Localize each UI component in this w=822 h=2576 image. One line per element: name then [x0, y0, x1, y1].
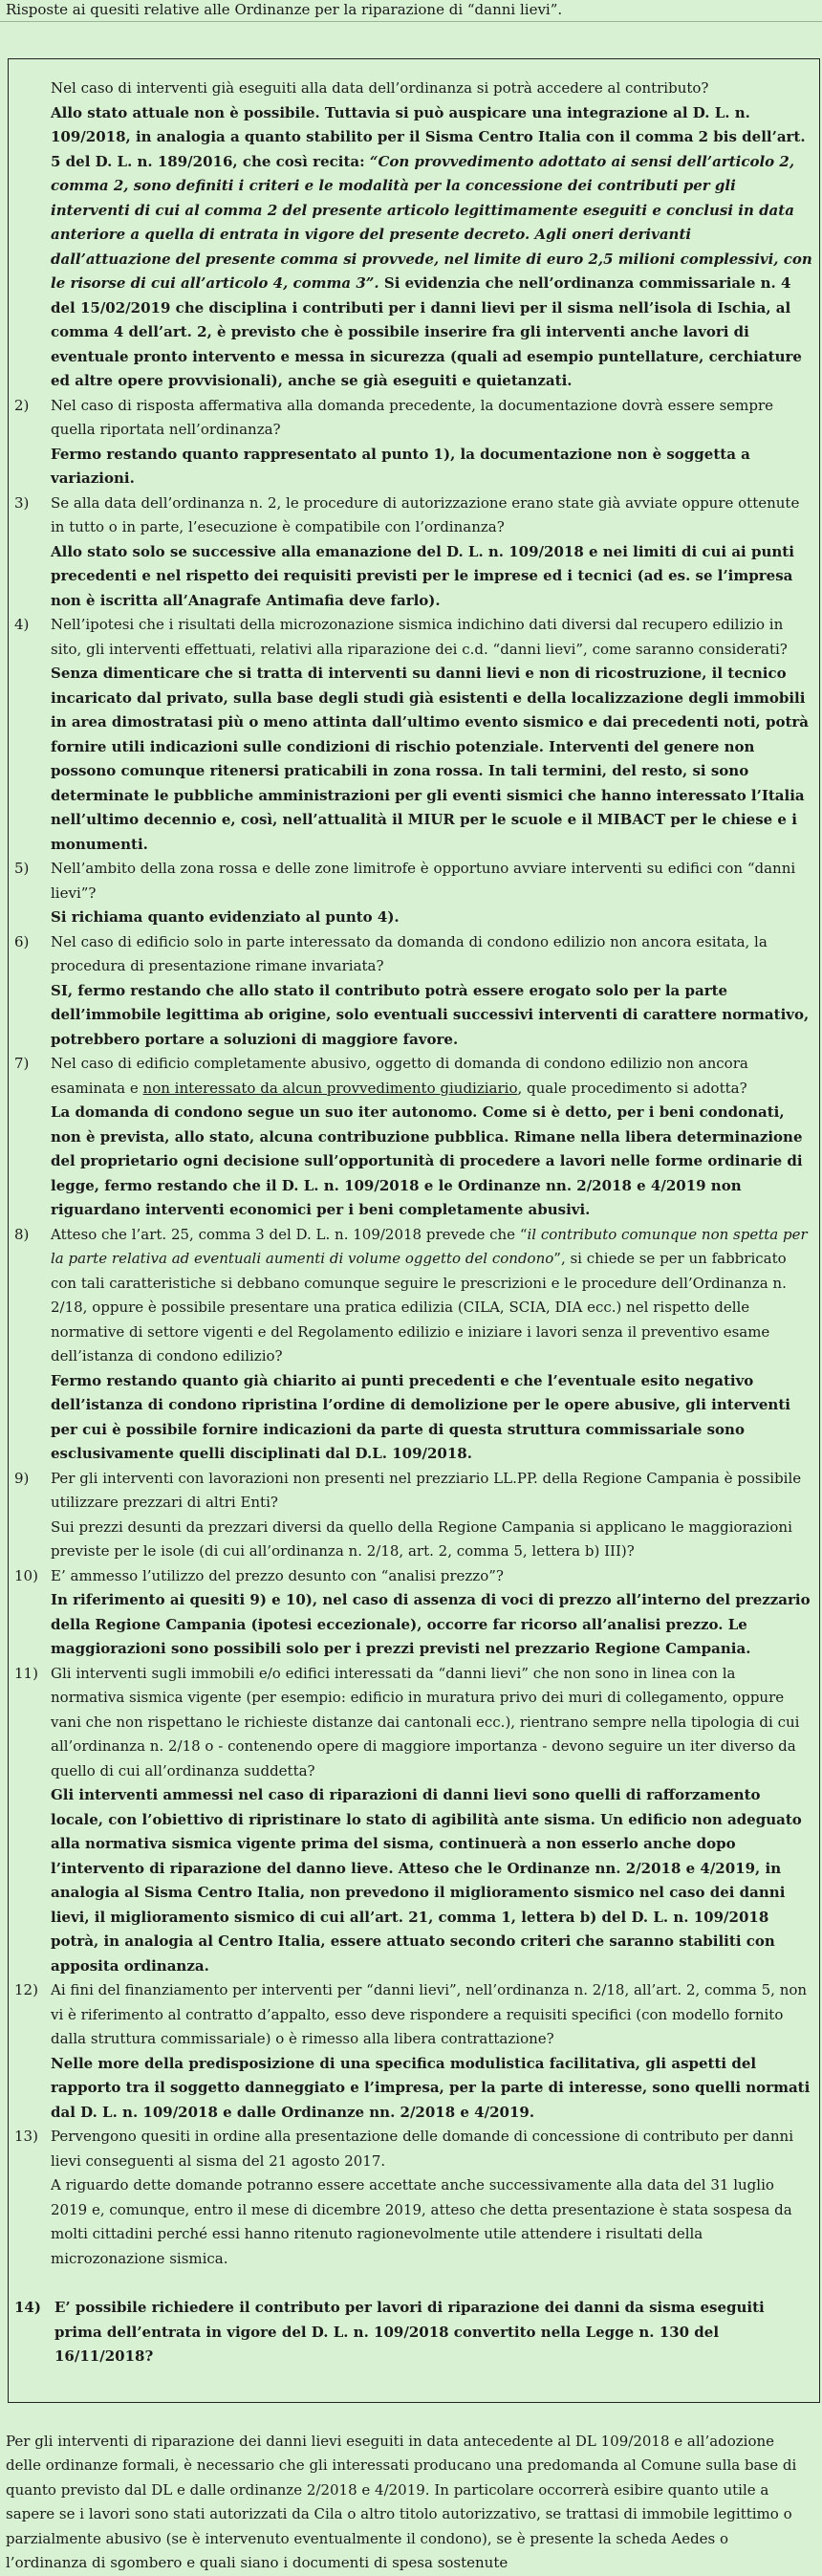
answer-text [51, 101, 813, 394]
question-text: Ai fini del finanziamento per interventi per “danni lievi”, nell’ordinanza n. 2/18, all’art. 2, comma 5, non vi è riferimento al contratto d’appalto, esso deve rispondere a requisiti specifici (con modello fornito dalla struttura commissariale) o è rimesso alla libera contrattazione? [51, 1981, 808, 2047]
question-text: Gli interventi sugli immobili e/o edifici interessati da “danni lievi” che non sono in linea con la normativa sismica vigente (per esempio: edificio in muratura privo dei muri di collegamento, oppure vani che non rispettano le richieste distanze dai cantonali ecc.), rientrano sempre nella tipologia di cui all’ordinanza n. 2/18 o - contenendo opere di maggiore importanza - devono seguire un iter diverso da quello di cui all’ordinanza suddetta? [51, 1664, 800, 1779]
answer-text: Gli interventi ammessi nel caso di riparazioni di danni lievi sono quelli di rafforzamento locale, con l’obiettivo di ripristinare lo stato di agibilità ante sisma. Un edificio non adeguato alla normativa sismica vigente prima del sisma, continuerà a non esserlo anche dopo l’intervento di riparazione del danno lieve. Atteso che le Ordinanze nn. 2/2018 e 4/2019, in analogia al Sisma Centro Italia, non prevedono il miglioramento sismico nel caso dei danni lievi, il miglioramento sismico di cui all’art. 21, comma 1, lettera b) del D. L. n. 109/2018 potrà, in analogia al Centro Italia, essere attuato secondo criteri che saranno stabiliti con apposita ordinanza. [51, 1786, 802, 1975]
item-body [51, 394, 813, 491]
item-number: 4) [14, 616, 30, 633]
item-number: 6) [14, 932, 30, 950]
faq-item-14 [14, 2296, 813, 2369]
item-body [51, 1467, 813, 1564]
question-text: Per gli interventi con lavorazioni non presenti nel prezziario LL.PP. della Regione Campania è possibile utilizzare prezzari di altri Enti? [51, 1469, 802, 1511]
answer-text: A riguardo dette domande potranno essere accettate anche successivamente alla data del 31 luglio 2019 e, comunque, entro il mese di dicembre 2019, atteso che detta presentazione è stata sospesa da molti cittadini perché essi hanno ritenuto ragionevolmente utile attendere i risultati della microzonazione sismica. [51, 2176, 792, 2267]
item-number: 9) [14, 1469, 30, 1487]
answer-part: Allo stato attuale non è possibile. Tuttavia si può auspicare una integrazione al D. L. n. 109/2018, in analogia a quanto stabilito per il Sisma Centro Italia con il comma 2 bis dell’art. 5 del D. L. n. 189/2016, che così recita: [51, 103, 806, 170]
item-number: 8) [14, 1225, 30, 1243]
faq-item-1 [51, 76, 813, 394]
question-text [51, 1223, 813, 1369]
item-number: 13) [14, 2128, 38, 2145]
answer-quote: “Con provvedimento adottato ai sensi dell’articolo 2, comma 2, sono definiti i criteri e le modalità per la concessione dei contributi per gli interventi di cui al comma 2 del presente articolo legittimamente eseguiti e conclusi in data anteriore a quella di entrata in vigore del presente decreto. Agli oneri derivanti dall’attuazione del presente comma si provvede, nel limite di euro 2,5 milioni complessivi, con le risorse di cui all’articolo 4, comma 3”. [51, 152, 812, 292]
question-text: Se alla data dell’ordinanza n. 2, le procedure di autorizzazione erano state già avviate oppure ottenute in tutto o in parte, l’esecuzione è compatibile con l’ordinanza? [51, 493, 800, 535]
question-part: Nel caso di edificio completamente abusivo, oggetto di domanda di condono edilizio non ancora esaminata e [51, 1055, 748, 1097]
faq-item-8 [14, 1223, 813, 1467]
item-body [51, 930, 813, 1053]
item-body [51, 1662, 813, 1979]
answer-text: In riferimento ai quesiti 9) e 10), nel caso di assenza di voci di prezzo all’interno del prezzario della Regione Campania (ipotesi eccezionale), occorre far ricorso all’analisi prezzo. Le maggiorazioni sono possibili solo per i prezzi previsti nel prezzario Regione Campania. [51, 1591, 811, 1657]
question-text: E’ possibile richiedere il contributo per lavori di riparazione dei danni da sisma eseguiti prima dell’entrata in vigore del D. L. n. 109/2018 convertito nella Legge n. 130 del 16/11/2018? [54, 2299, 765, 2365]
question-text [51, 1052, 813, 1101]
item-body [51, 1223, 813, 1467]
faq-item-9 [14, 1467, 813, 1564]
answer-text: Si richiama quanto evidenziato al punto 4). [51, 908, 400, 926]
answer-text: Sui prezzi desunti da prezzari diversi da quello della Regione Campania si applicano le maggiorazioni previste per le isole (di cui all’ordinanza n. 2/18, art. 2, comma 5, lettera b) III)? [51, 1517, 792, 1560]
faq-item-12 [14, 1978, 813, 2125]
question-part: Atteso che l’art. 25, comma 3 del D. L. n. 109/2018 prevede che “ [51, 1225, 528, 1243]
faq-item-6 [14, 930, 813, 1053]
item-number: 12) [14, 1981, 38, 1998]
question-text: Nell’ipotesi che i risultati della microzonazione sismica indichino dati diversi dal recupero edilizio in sito, gli interventi effettuati, relativi alla riparazione dei c.d. “danni lievi”, come saranno considerati? [51, 616, 788, 658]
question-text: E’ ammesso l’utilizzo del prezzo desunto con “analisi prezzo”? [51, 1566, 504, 1584]
item-number: 5) [14, 860, 30, 877]
question-part: , quale procedimento si adotta? [517, 1079, 747, 1097]
item-body [51, 613, 813, 857]
item-body [51, 857, 813, 930]
question-text: Nell’ambito della zona rossa e delle zone limitrofe è opportuno avviare interventi su edifici con “danni lievi”? [51, 860, 796, 902]
item-number: 10) [14, 1566, 38, 1584]
item-number: 7) [14, 1055, 30, 1072]
question-text: Nel caso di risposta affermativa alla domanda precedente, la documentazione dovrà essere sempre quella riportata nell’ordinanza? [51, 396, 774, 438]
item-number: 2) [14, 396, 30, 414]
faq-item-4 [14, 613, 813, 857]
faq-item-3 [14, 491, 813, 614]
faq-item-7 [14, 1052, 813, 1223]
faq-item-11 [14, 1662, 813, 1979]
item-body [51, 1978, 813, 2125]
question-text: Nel caso di interventi già eseguiti alla data dell’ordinanza si potrà accedere al contributo? [51, 79, 709, 97]
answer-text: Nelle more della predisposizione di una specifica modulistica facilitativa, gli aspetti del rapporto tra il soggetto danneggiato e l’impresa, per la parte di interesse, sono quelli normati dal D. L. n. 109/2018 e dalle Ordinanze nn. 2/2018 e 4/2019. [51, 2054, 811, 2121]
faq-item-2 [14, 394, 813, 491]
question-text: Nel caso di edificio solo in parte interessato da domanda di condono edilizio non ancora esitata, la procedura di presentazione rimane invariata? [51, 932, 768, 974]
answer-text: La domanda di condono segue un suo iter autonomo. Come si è detto, per i beni condonati, non è prevista, allo stato, alcuna contribuzione pubblica. Rimane nella libera determinazione del proprietario ogni decisione sull’opportunità di procedere a lavori nelle forme ordinarie di legge, fermo restando che il D. L. n. 109/2018 e le Ordinanze nn. 2/2018 e 4/2019 non riguardano interventi economici per i beni completamente abusivi. [51, 1103, 803, 1218]
answer-text: Allo stato solo se successive alla emanazione del D. L. n. 109/2018 e nei limiti di cui ai punti precedenti e nel rispetto dei requisiti previsti per le imprese ed i tecnici (ad es. se l’impresa non è iscritta all’Anagrafe Antimafia deve farlo). [51, 542, 794, 609]
item-body [51, 2125, 813, 2271]
faq-list [14, 394, 813, 2272]
faq-item-13 [14, 2125, 813, 2271]
answer-text: Senza dimenticare che si tratta di interventi su danni lievi e non di ricostruzione, il tecnico incaricato dal privato, sulla base degli studi già esistenti e della localizzazione degli immobili in area dimostratasi più o meno attinta dall’ultimo evento sismico e dai precedenti noti, potrà fornire utili indicazioni sulle condizioni di rischio potenziale. Interventi del genere non possono comunque ritenersi praticabili in zona rossa. In tali termini, del resto, si sono determinate le pubbliche amministrazioni per gli eventi sismici che hanno interessato l’Italia nell’ultimo decennio e, così, nell’attualità il MIUR per le scuole e il MIBACT per le chiese e i monumenti. [51, 665, 810, 853]
item-number: 3) [14, 493, 30, 512]
document-body [0, 22, 822, 2576]
faq-item-10 [14, 1564, 813, 1662]
item-number: 11) [14, 1664, 38, 1682]
item-number: 14) [14, 2299, 41, 2316]
item-body [51, 1564, 813, 1662]
faq-item-5 [14, 857, 813, 930]
question-part: ”, si chiede se per un fabbricato con tali caratteristiche si debbano comunque seguire le prescrizioni e le procedure dell’Ordinanza n. 2/18, oppure è possibile presentare una pratica edilizia (CILA, SCIA, DIA ecc.) nel rispetto delle normative di settore vigenti e del Regolamento edilizio e iniziare i lavori senza il preventivo esame dell’istanza di condono edilizio? [51, 1250, 787, 1364]
question-underlined: non interessato da alcun provvedimento giudiziario [142, 1079, 518, 1097]
question-text: Pervengono quesiti in ordine alla presentazione delle domande di concessione di contributo per danni lievi conseguenti al sisma del 21 agosto 2017. [51, 2128, 793, 2170]
answer-text: Fermo restando quanto già chiarito ai punti precedenti e che l’eventuale esito negativo dell’istanza di condono ripristina l’ordine di demolizione per le opere abusive, gli interventi per cui è possibile fornire indicazioni da parte di questa struttura commissariale sono esclusivamente quelli disciplinati dal D.L. 109/2018. [51, 1371, 790, 1462]
answer-part: Si evidenzia che nell’ordinanza commissariale n. 4 del 15/02/2019 che disciplina i contributi per i danni lievi per il sisma nell’isola di Ischia, al comma 4 dell’art. 2, è previsto che è possibile inserire fra gli interventi anche lavori di eventuale pronto intervento e messa in sicurezza (quali ad esempio puntellature, cerchiature ed altre opere provvisionali), anche se già eseguiti e quietanzati. [51, 274, 802, 389]
document-header: Risposte ai quesiti relative alle Ordinanze per la riparazione di “danni lievi”. [0, 0, 822, 22]
item-body [51, 491, 813, 614]
faq-box [8, 58, 820, 2403]
question-quote: il contributo comunque non spetta per la parte relativa ad eventuali aumenti di volume oggetto del condono [51, 1225, 808, 1267]
answer-text: Fermo restando quanto rappresentato al punto 1), la documentazione non è soggetta a variazioni. [51, 445, 750, 487]
answer-text: SI, fermo restando che allo stato il contributo potrà essere erogato solo per la parte dell’immobile legittima ab origine, solo eventuali successivi interventi di carattere normativo, potrebbero portare a soluzioni di maggiore favore. [51, 981, 810, 1048]
item-body [51, 1052, 813, 1223]
closing-paragraph: Per gli interventi di riparazione dei danni lievi eseguiti in data antecedente al DL 109/2018 e all’adozione delle ordinanze formali, è necessario che gli interessati producano una predomanda al Comune sulla base di quanto previsto dal DL e dalle ordinanze 2/2018 e 4/2019. In particolare occorrerà esibire quanto utile a sapere se i lavori sono stati autorizzati da Cila o altro titolo autorizzativo, se trattasi di immobile legittimo o parzialmente abusivo (se è intervenuto eventualmente il condono), se è presente la scheda Aedes o l’ordinanza di sgombero e quali siano i documenti di spesa sostenute [6, 2432, 797, 2571]
